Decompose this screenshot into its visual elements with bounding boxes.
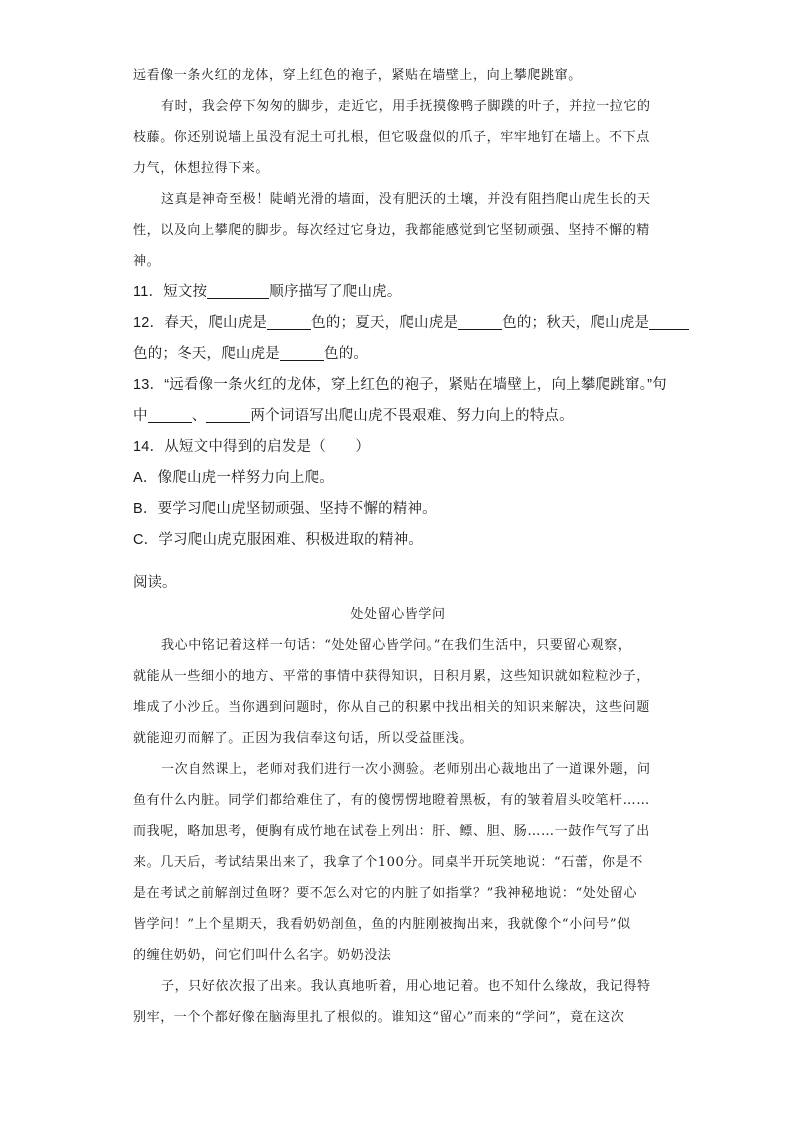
question-12-cont <box>133 339 663 370</box>
answer-blank[interactable] <box>458 313 502 330</box>
passage-line: 皆学问！”上个星期天，我看奶奶剖鱼，鱼的内脏刚被掏出来，我就像个“小问号”似 <box>133 917 631 932</box>
question-block <box>133 277 667 556</box>
passage-line: 神。 <box>133 254 161 269</box>
passage-line: 来。几天后，考试结果出来了，我拿了个100分。同桌半开玩笑地说：“石蕾，你是不 <box>133 855 643 870</box>
passage-line: 一次自然课上，老师对我们进行一次小测验。老师别出心裁地出了一道课外题，问 <box>161 762 651 777</box>
option-b[interactable]: B．要学习爬山虎坚韧顽强、坚持不懈的精神。 <box>133 501 437 517</box>
option-c[interactable]: C．学习爬山虎克服困难、积极进取的精神。 <box>133 532 423 548</box>
passage-line: 鱼有什么内脏。同学们都给难住了，有的傻愣愣地瞪着黑板，有的皱着眉头咬笔杆…… <box>133 793 650 808</box>
passage-learning-everywhere <box>133 630 663 1033</box>
answer-blank[interactable] <box>649 313 689 330</box>
question-13: 13．“远看像一条火红的龙体，穿上红色的袍子，紧贴在墙壁上，向上攀爬跳窜。”句 <box>133 377 667 393</box>
question-text: 中 <box>133 408 148 424</box>
answer-blank[interactable] <box>267 313 311 330</box>
passage-line: 这真是神奇至极！陡峭光滑的墙面，没有肥沃的土壤，并没有阻挡爬山虎生长的天 <box>161 192 651 207</box>
passage-line: 力气，休想拉得下来。 <box>133 161 270 176</box>
passage-climbing-ivy <box>133 60 663 277</box>
answer-blank[interactable] <box>207 282 269 299</box>
passage-line: 的缠住奶奶，问它们叫什么名字。奶奶没法 <box>133 948 392 963</box>
question-text: 色的；夏天，爬山虎是 <box>311 315 459 331</box>
answer-blank[interactable] <box>280 344 324 361</box>
passage-line: 远看像一条火红的龙体，穿上红色的袍子，紧贴在墙壁上，向上攀爬跳窜。 <box>133 68 582 83</box>
section-gap <box>133 556 663 568</box>
answer-blank[interactable] <box>148 406 192 423</box>
passage-line: 枝藤。你还别说墙上虽没有泥土可扎根，但它吸盘似的爪子，牢牢地钉在墙上。不下点 <box>133 130 650 145</box>
question-text: 色的。 <box>324 346 369 362</box>
passage-line: 子，只好依次报了出来。我认真地听着，用心地记着。也不知什么缘故，我记得特 <box>161 979 651 994</box>
passage-line: 而我呢，略加思考，便胸有成竹地在试卷上列出：肝、鳔、胆、肠……一鼓作气写了出 <box>133 824 650 839</box>
question-text: 顺序描写了爬山虎。 <box>269 284 402 300</box>
question-13-cont <box>133 401 663 432</box>
question-text: 两个词语写出爬山虎不畏艰难、努力向上的特点。 <box>250 408 574 424</box>
answer-blank[interactable] <box>206 406 250 423</box>
passage-line: 就能迎刃而解了。正因为我信奉这句话，所以受益匪浅。 <box>133 731 474 746</box>
question-11 <box>133 277 663 308</box>
section-label: 阅读。 <box>133 575 177 591</box>
question-text: 12．春天，爬山虎是 <box>133 315 268 331</box>
question-12 <box>133 308 663 339</box>
question-14: 14．从短文中得到的启发是（ ） <box>133 439 371 455</box>
question-text: 色的；冬天，爬山虎是 <box>133 346 280 362</box>
passage-line: 我心中铭记着这样一句话：“处处留心皆学问。”在我们生活中，只要留心观察， <box>161 638 632 653</box>
passage-line: 就能从一些细小的地方、平常的事情中获得知识，日积月累，这些知识就如粒粒沙子， <box>133 669 650 684</box>
document-page <box>133 60 667 1033</box>
question-text: 11．短文按 <box>133 284 208 300</box>
question-text: 色的；秋天，爬山虎是 <box>502 315 650 331</box>
passage-line: 有时，我会停下匆匆的脚步，走近它，用手抚摸像鸭子脚蹼的叶子，并拉一拉它的 <box>161 99 651 114</box>
passage-line: 别牢，一个个都好像在脑海里扎了根似的。谁知这“留心”而来的“学问”，竟在这次 <box>133 1010 625 1025</box>
passage-line: 是在考试之前解剖过鱼呀？要不怎么对它的内脏了如指掌？”我神秘地说：“处处留心 <box>133 886 638 901</box>
article-title: 处处留心皆学问 <box>350 607 446 622</box>
passage-line: 堆成了小沙丘。当你遇到问题时，你从自己的积累中找出相关的知识来解决，这些问题 <box>133 700 650 715</box>
passage-line: 性，以及向上攀爬的脚步。每次经过它身边，我都能感觉到它坚韧顽强、坚持不懈的精 <box>133 223 650 238</box>
question-text: 、 <box>191 408 207 424</box>
option-a[interactable]: A．像爬山虎一样努力向上爬。 <box>133 470 334 486</box>
